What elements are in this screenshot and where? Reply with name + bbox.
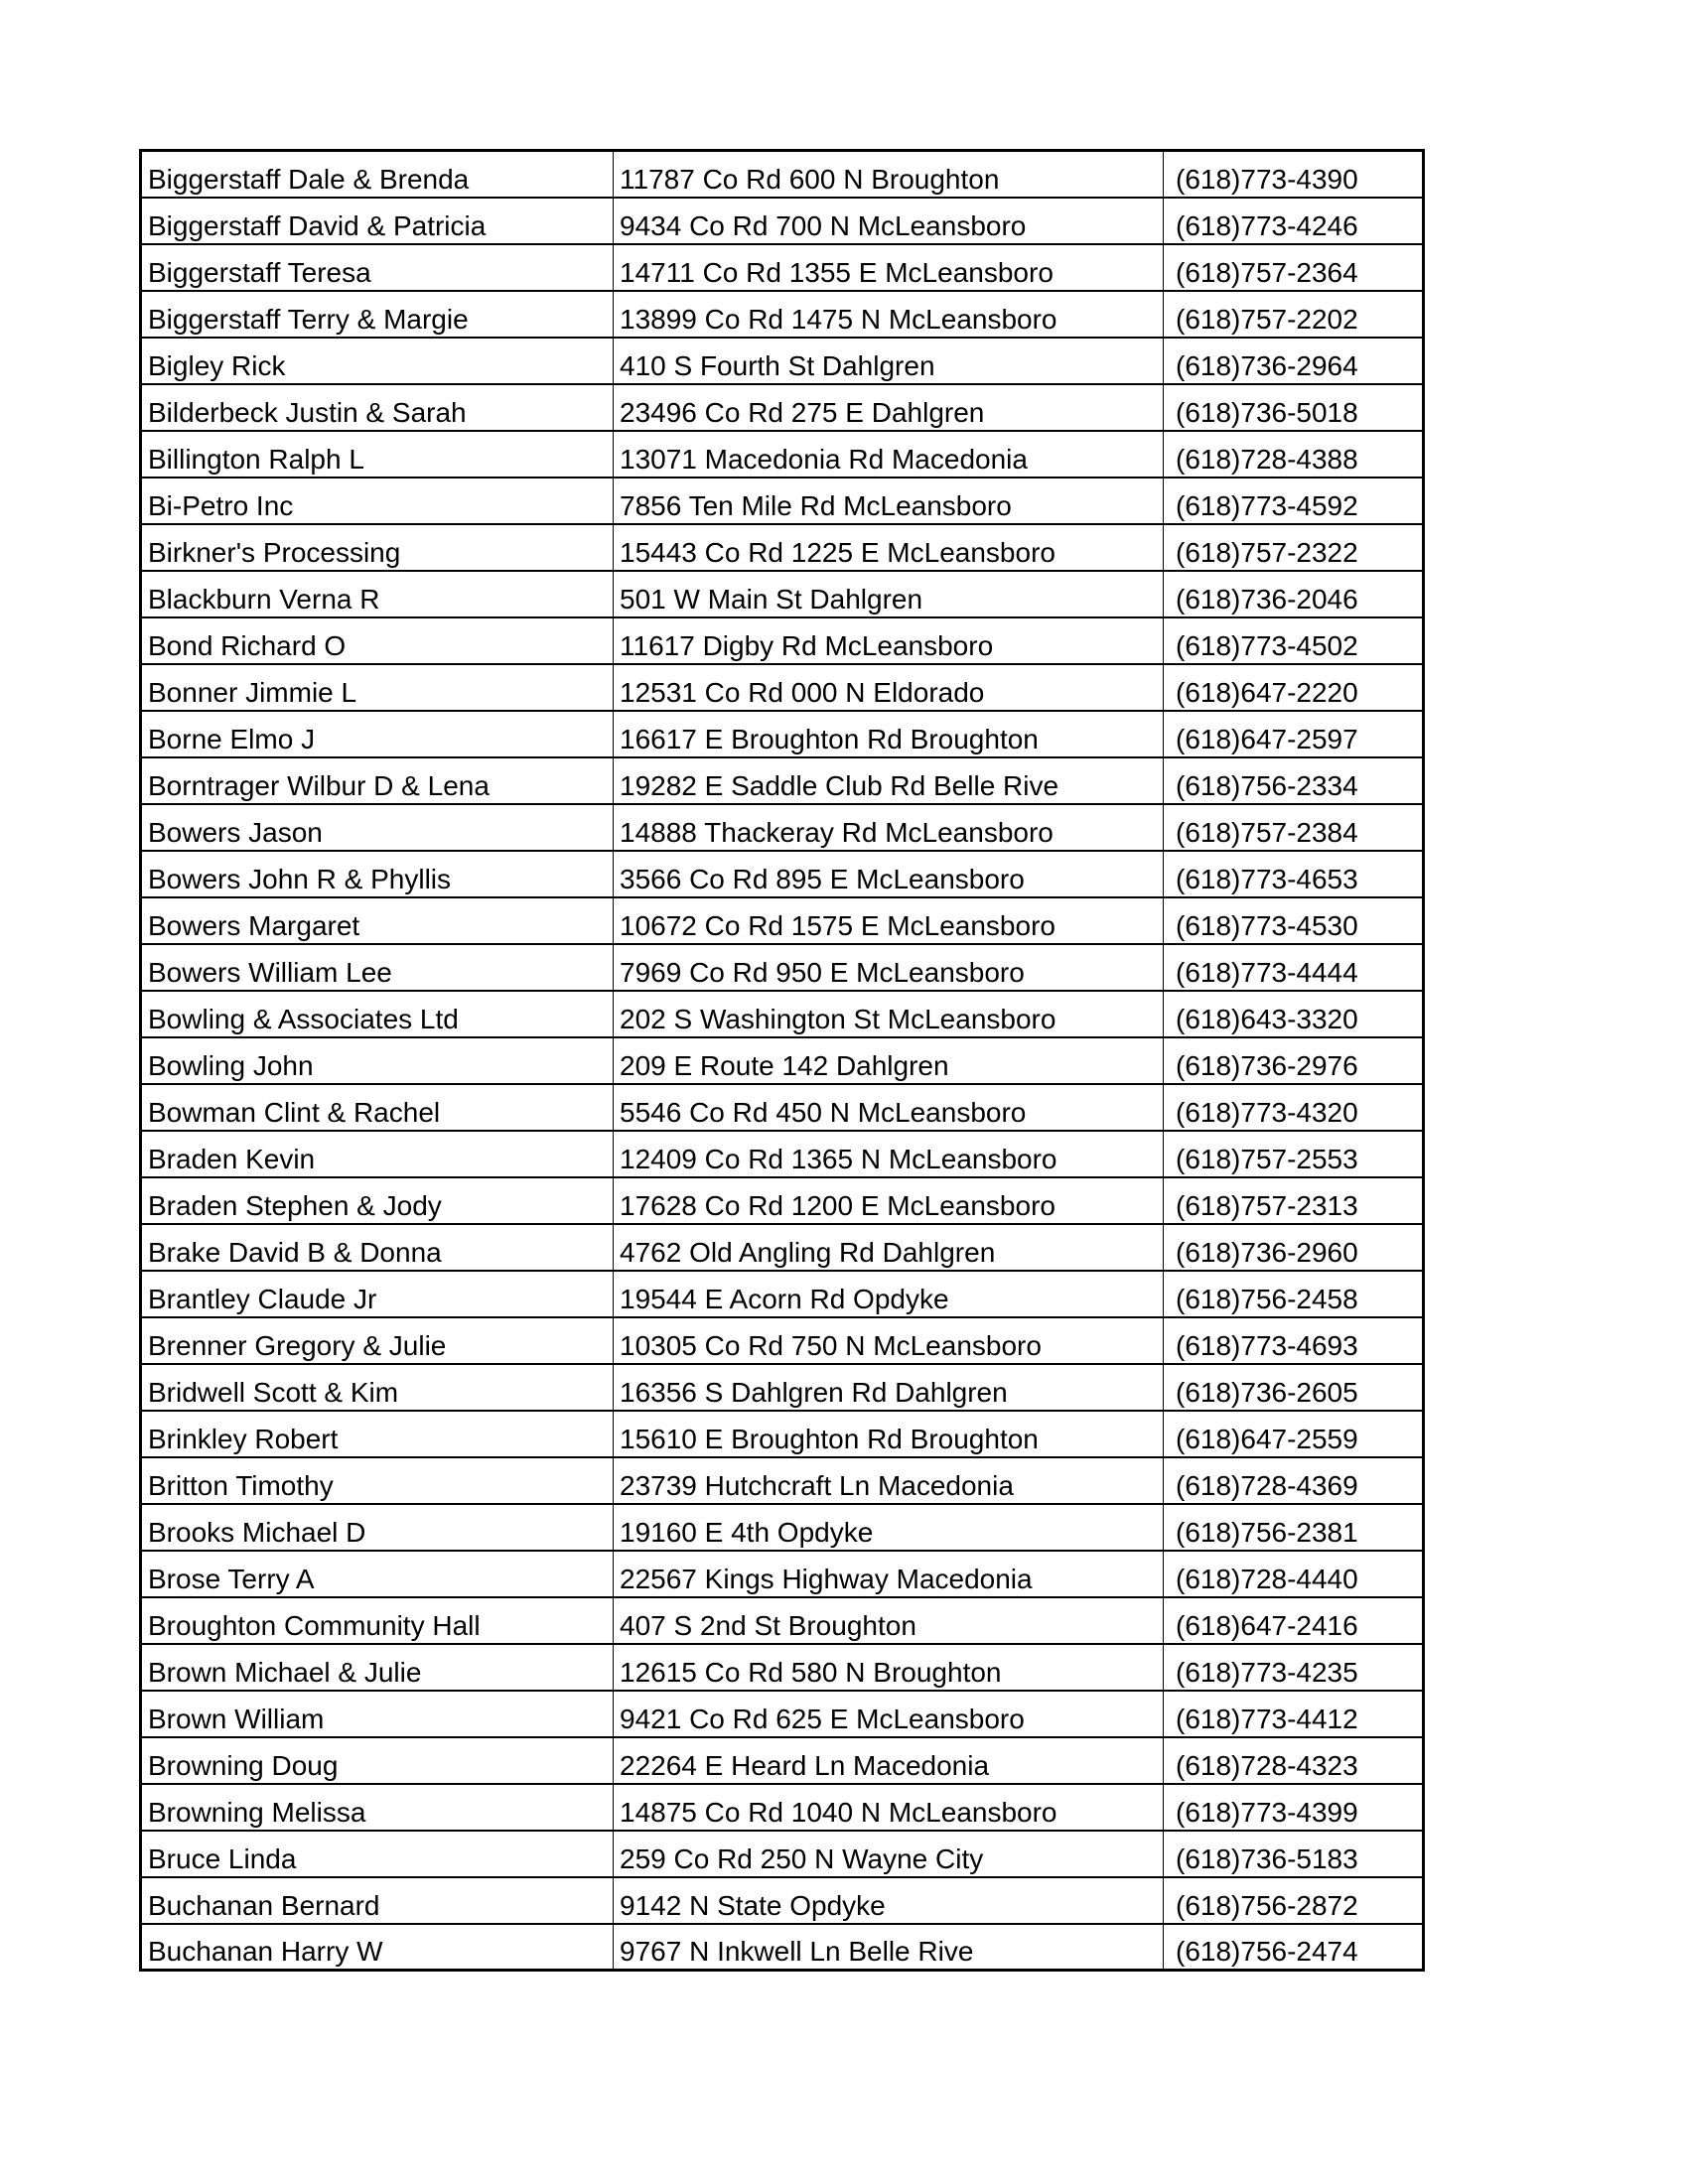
- phone-cell: (618)736-2605: [1164, 1364, 1424, 1411]
- address-cell: 410 S Fourth St Dahlgren: [614, 338, 1164, 384]
- name-cell: Brake David B & Donna: [141, 1224, 614, 1271]
- address-cell: 16356 S Dahlgren Rd Dahlgren: [614, 1364, 1164, 1411]
- address-cell: 22264 E Heard Ln Macedonia: [614, 1737, 1164, 1784]
- name-cell: Britton Timothy: [141, 1457, 614, 1504]
- address-cell: 14711 Co Rd 1355 E McLeansboro: [614, 244, 1164, 291]
- address-cell: 23739 Hutchcraft Ln Macedonia: [614, 1457, 1164, 1504]
- name-cell: Birkner's Processing: [141, 524, 614, 571]
- name-cell: Brenner Gregory & Julie: [141, 1317, 614, 1364]
- table-row: [141, 1131, 1424, 1177]
- table-row: [141, 1271, 1424, 1317]
- name-cell: Bridwell Scott & Kim: [141, 1364, 614, 1411]
- phone-cell: (618)728-4369: [1164, 1457, 1424, 1504]
- address-cell: 7969 Co Rd 950 E McLeansboro: [614, 944, 1164, 991]
- name-cell: Broughton Community Hall: [141, 1597, 614, 1644]
- phone-cell: (618)757-2322: [1164, 524, 1424, 571]
- name-cell: Borntrager Wilbur D & Lena: [141, 757, 614, 804]
- phone-cell: (618)757-2553: [1164, 1131, 1424, 1177]
- table-row: [141, 1831, 1424, 1877]
- table-row: [141, 198, 1424, 244]
- address-cell: 9142 N State Opdyke: [614, 1877, 1164, 1924]
- address-cell: 19160 E 4th Opdyke: [614, 1504, 1164, 1551]
- phone-cell: (618)728-4323: [1164, 1737, 1424, 1784]
- table-row: [141, 244, 1424, 291]
- table-row: [141, 384, 1424, 431]
- table-row: [141, 1224, 1424, 1271]
- address-cell: 202 S Washington St McLeansboro: [614, 991, 1164, 1037]
- table-row: [141, 431, 1424, 478]
- name-cell: Buchanan Bernard: [141, 1877, 614, 1924]
- table-row: [141, 944, 1424, 991]
- address-cell: 9767 N Inkwell Ln Belle Rive: [614, 1924, 1164, 1971]
- name-cell: Browning Doug: [141, 1737, 614, 1784]
- phone-cell: (618)736-2046: [1164, 571, 1424, 617]
- phone-cell: (618)773-4502: [1164, 617, 1424, 664]
- phone-cell: (618)773-4693: [1164, 1317, 1424, 1364]
- address-cell: 7856 Ten Mile Rd McLeansboro: [614, 478, 1164, 524]
- table-row: [141, 1597, 1424, 1644]
- name-cell: Bowers John R & Phyllis: [141, 851, 614, 897]
- name-cell: Blackburn Verna R: [141, 571, 614, 617]
- name-cell: Bi-Petro Inc: [141, 478, 614, 524]
- address-cell: 4762 Old Angling Rd Dahlgren: [614, 1224, 1164, 1271]
- phone-cell: (618)773-4246: [1164, 198, 1424, 244]
- address-cell: 5546 Co Rd 450 N McLeansboro: [614, 1084, 1164, 1131]
- phone-cell: (618)736-5183: [1164, 1831, 1424, 1877]
- phone-cell: (618)773-4390: [1164, 151, 1424, 198]
- address-cell: 13899 Co Rd 1475 N McLeansboro: [614, 291, 1164, 338]
- phone-cell: (618)773-4235: [1164, 1644, 1424, 1691]
- name-cell: Billington Ralph L: [141, 431, 614, 478]
- table-row: [141, 711, 1424, 757]
- address-cell: 15443 Co Rd 1225 E McLeansboro: [614, 524, 1164, 571]
- name-cell: Bond Richard O: [141, 617, 614, 664]
- address-cell: 12409 Co Rd 1365 N McLeansboro: [614, 1131, 1164, 1177]
- address-cell: 11787 Co Rd 600 N Broughton: [614, 151, 1164, 198]
- name-cell: Browning Melissa: [141, 1784, 614, 1831]
- table-row: [141, 151, 1424, 198]
- address-cell: 209 E Route 142 Dahlgren: [614, 1037, 1164, 1084]
- table-row: [141, 1691, 1424, 1737]
- phone-cell: (618)643-3320: [1164, 991, 1424, 1037]
- phone-cell: (618)756-2334: [1164, 757, 1424, 804]
- table-row: [141, 1317, 1424, 1364]
- phone-cell: (618)757-2364: [1164, 244, 1424, 291]
- phone-cell: (618)728-4440: [1164, 1551, 1424, 1597]
- phone-cell: (618)736-2960: [1164, 1224, 1424, 1271]
- directory-table: [139, 149, 1425, 1972]
- table-row: [141, 1877, 1424, 1924]
- phone-cell: (618)728-4388: [1164, 431, 1424, 478]
- directory-table-body: [141, 151, 1424, 1971]
- phone-cell: (618)736-2976: [1164, 1037, 1424, 1084]
- phone-cell: (618)647-2416: [1164, 1597, 1424, 1644]
- table-row: [141, 1504, 1424, 1551]
- phone-cell: (618)773-4399: [1164, 1784, 1424, 1831]
- address-cell: 407 S 2nd St Broughton: [614, 1597, 1164, 1644]
- name-cell: Brown Michael & Julie: [141, 1644, 614, 1691]
- table-row: [141, 1037, 1424, 1084]
- address-cell: 9434 Co Rd 700 N McLeansboro: [614, 198, 1164, 244]
- phone-cell: (618)756-2458: [1164, 1271, 1424, 1317]
- phone-cell: (618)757-2202: [1164, 291, 1424, 338]
- address-cell: 10305 Co Rd 750 N McLeansboro: [614, 1317, 1164, 1364]
- address-cell: 12531 Co Rd 000 N Eldorado: [614, 664, 1164, 711]
- phone-cell: (618)756-2381: [1164, 1504, 1424, 1551]
- address-cell: 19544 E Acorn Rd Opdyke: [614, 1271, 1164, 1317]
- name-cell: Bonner Jimmie L: [141, 664, 614, 711]
- name-cell: Brinkley Robert: [141, 1411, 614, 1457]
- phone-cell: (618)773-4412: [1164, 1691, 1424, 1737]
- phone-cell: (618)773-4320: [1164, 1084, 1424, 1131]
- name-cell: Bowers Margaret: [141, 897, 614, 944]
- table-row: [141, 804, 1424, 851]
- table-row: [141, 291, 1424, 338]
- table-row: [141, 1177, 1424, 1224]
- phone-cell: (618)647-2220: [1164, 664, 1424, 711]
- address-cell: 15610 E Broughton Rd Broughton: [614, 1411, 1164, 1457]
- address-cell: 13071 Macedonia Rd Macedonia: [614, 431, 1164, 478]
- name-cell: Brose Terry A: [141, 1551, 614, 1597]
- address-cell: 14875 Co Rd 1040 N McLeansboro: [614, 1784, 1164, 1831]
- address-cell: 23496 Co Rd 275 E Dahlgren: [614, 384, 1164, 431]
- table-row: [141, 757, 1424, 804]
- name-cell: Bruce Linda: [141, 1831, 614, 1877]
- phone-cell: (618)757-2313: [1164, 1177, 1424, 1224]
- address-cell: 501 W Main St Dahlgren: [614, 571, 1164, 617]
- name-cell: Bilderbeck Justin & Sarah: [141, 384, 614, 431]
- name-cell: Biggerstaff Dale & Brenda: [148, 163, 470, 195]
- address-cell: 259 Co Rd 250 N Wayne City: [614, 1831, 1164, 1877]
- table-row: [141, 571, 1424, 617]
- phone-cell: (618)773-4444: [1164, 944, 1424, 991]
- name-cell: Biggerstaff Terry & Margie: [141, 291, 614, 338]
- phone-cell: (618)647-2559: [1164, 1411, 1424, 1457]
- name-cell: Buchanan Harry W: [141, 1924, 614, 1971]
- address-cell: 16617 E Broughton Rd Broughton: [614, 711, 1164, 757]
- phone-cell: (618)756-2872: [1164, 1877, 1424, 1924]
- table-row: [141, 617, 1424, 664]
- table-row: [141, 1457, 1424, 1504]
- address-cell: 17628 Co Rd 1200 E McLeansboro: [614, 1177, 1164, 1224]
- phone-cell: (618)773-4592: [1164, 478, 1424, 524]
- name-cell: Borne Elmo J: [141, 711, 614, 757]
- table-row: [141, 478, 1424, 524]
- address-cell: 10672 Co Rd 1575 E McLeansboro: [614, 897, 1164, 944]
- table-row: [141, 524, 1424, 571]
- name-cell: Bowers Jason: [141, 804, 614, 851]
- address-cell: 12615 Co Rd 580 N Broughton: [614, 1644, 1164, 1691]
- name-cell: Bowling John: [141, 1037, 614, 1084]
- table-row: [141, 851, 1424, 897]
- phone-cell: (618)736-5018: [1164, 384, 1424, 431]
- phone-cell: (618)647-2597: [1164, 711, 1424, 757]
- name-cell: Brantley Claude Jr: [141, 1271, 614, 1317]
- table-row: [141, 1924, 1424, 1971]
- phone-cell: (618)773-4530: [1164, 897, 1424, 944]
- phone-cell: (618)756-2474: [1164, 1924, 1424, 1971]
- name-cell: Biggerstaff David & Patricia: [141, 198, 614, 244]
- name-cell: Bowman Clint & Rachel: [141, 1084, 614, 1131]
- table-row: [141, 991, 1424, 1037]
- address-cell: 9421 Co Rd 625 E McLeansboro: [614, 1691, 1164, 1737]
- address-cell: 22567 Kings Highway Macedonia: [614, 1551, 1164, 1597]
- address-cell: 19282 E Saddle Club Rd Belle Rive: [614, 757, 1164, 804]
- phone-cell: (618)773-4653: [1164, 851, 1424, 897]
- name-cell: Bowers William Lee: [141, 944, 614, 991]
- table-row: [141, 1737, 1424, 1784]
- table-row: [141, 1784, 1424, 1831]
- name-cell: Brown William: [141, 1691, 614, 1737]
- name-cell: Biggerstaff Teresa: [141, 244, 614, 291]
- table-row: [141, 1364, 1424, 1411]
- phone-cell: (618)757-2384: [1164, 804, 1424, 851]
- name-cell: Bigley Rick: [141, 338, 614, 384]
- table-row: [141, 1084, 1424, 1131]
- address-cell: 3566 Co Rd 895 E McLeansboro: [614, 851, 1164, 897]
- table-row: [141, 338, 1424, 384]
- name-cell: Brooks Michael D: [141, 1504, 614, 1551]
- table-row: [141, 1411, 1424, 1457]
- address-cell: 11617 Digby Rd McLeansboro: [614, 617, 1164, 664]
- table-row: [141, 1644, 1424, 1691]
- name-cell: Braden Stephen & Jody: [141, 1177, 614, 1224]
- address-cell: 14888 Thackeray Rd McLeansboro: [614, 804, 1164, 851]
- name-cell: Bowling & Associates Ltd: [141, 991, 614, 1037]
- phone-cell: (618)736-2964: [1164, 338, 1424, 384]
- name-cell: Braden Kevin: [141, 1131, 614, 1177]
- table-row: [141, 1551, 1424, 1597]
- table-row: [141, 897, 1424, 944]
- table-row: [141, 664, 1424, 711]
